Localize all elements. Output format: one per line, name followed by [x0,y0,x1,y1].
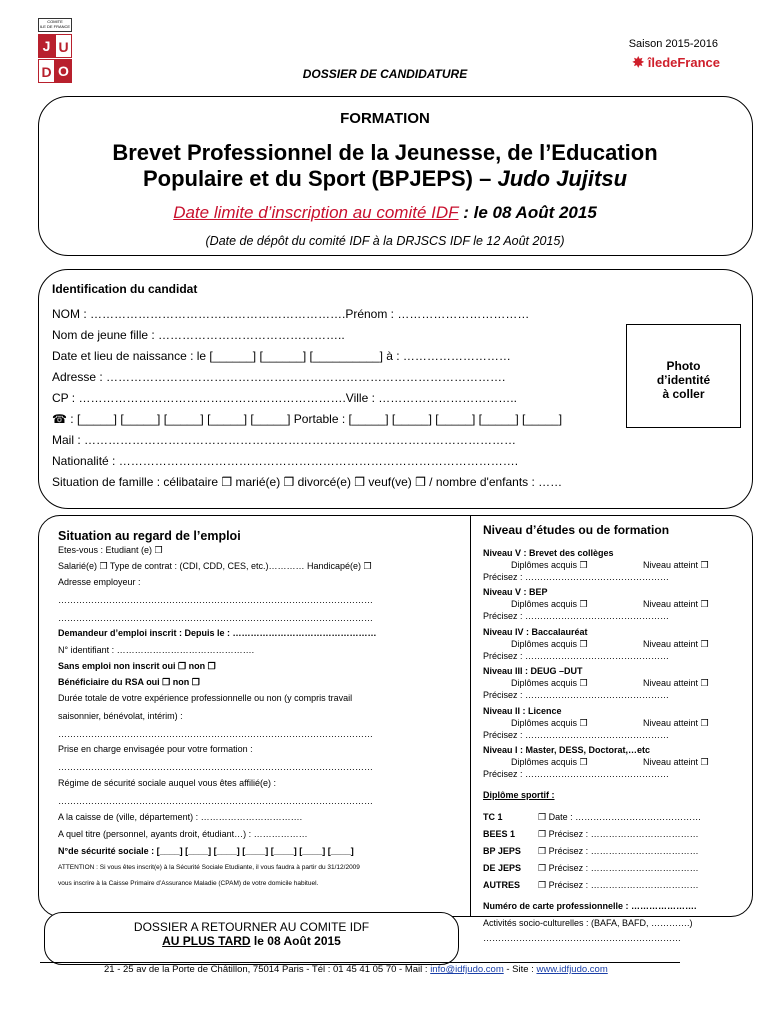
precisez-field[interactable]: Précisez : ………………………………………… [483,690,670,700]
activites-dots[interactable]: ………………………………………………………… [483,933,681,943]
date-limite-value: : le 08 Août 2015 [458,203,597,222]
jeune-fille-field[interactable]: Nom de jeune fille : ……………………………………….. [52,328,345,342]
niveau-atteint-checkbox[interactable]: Niveau atteint ❒ [643,599,709,609]
emploi-attention-2: vous inscrire à la Caisse Primaire d’Assurance Maladie (CPAM) de votre domicile habituel. [58,880,319,887]
column-divider [470,515,471,917]
emploi-rsa[interactable]: Bénéficiaire du RSA oui ❒ non ❒ [58,677,200,687]
emploi-dots[interactable]: …………………………………………………………………………………………… [58,729,373,739]
title-line-part: Populaire et du Sport (BPJEPS) – [142,166,498,191]
logo-letter: U [55,34,72,58]
emploi-dots[interactable]: …………………………………………………………………………………………… [58,796,373,806]
precisez-field[interactable]: Précisez : ………………………………………… [483,730,670,740]
date-depot: (Date de dépôt du comité IDF à la DRJSCS IDF le 12 Août 2015) [205,234,565,248]
footer-site-link[interactable]: www.idfjudo.com [536,964,608,975]
photo-label: d’identité [656,373,711,387]
niveau-title: Niveau II : Licence [483,706,562,716]
situation-famille-field[interactable]: Situation de famille : célibataire ❒ marié(e) ❒ divorcé(e) ❒ veuf(ve) ❒ / nombre d'enfants : …… [52,475,563,489]
photo-label: à coller [662,387,705,401]
sportif-diploma-label: DE JEPS [483,863,522,873]
sportif-diploma-label: TC 1 [483,812,503,822]
retour-deadline-label: AU PLUS TARD [162,934,251,948]
emploi-numero-secu[interactable]: N°de sécurité sociale : [____] [____] [____] [____] [____] [____] [____] [58,846,354,856]
naissance-field[interactable]: Date et lieu de naissance : le [______] [______] [__________] à : ……………………… [52,349,511,363]
precisez-field[interactable]: Précisez : ………………………………………… [483,769,670,779]
emploi-sans-emploi[interactable]: Sans emploi non inscrit oui ❒ non ❒ [58,661,216,671]
retour-line: DOSSIER A RETOURNER AU COMITE IDF [133,920,370,934]
activites-field[interactable]: Activités socio-culturelles : (BAFA, BAFD, ………….) [483,918,693,928]
niveau-atteint-checkbox[interactable]: Niveau atteint ❒ [643,718,709,728]
precisez-field[interactable]: Précisez : ………………………………………… [483,651,670,661]
sportif-diploma-label: BEES 1 [483,829,516,839]
retour-line [44,934,459,948]
nationalite-field[interactable]: Nationalité : ………………………………………………………………………………………. [52,454,519,468]
logo-line: ILE DE FRANCE [39,24,71,29]
emploi-experience-2: saisonnier, bénévolat, intérim) : [58,711,183,721]
niveau-title: Niveau V : BEP [483,587,548,597]
diplome-acquis-checkbox[interactable]: Diplômes acquis ❒ [511,718,588,728]
photo-label: Photo [666,359,701,373]
carte-pro-field[interactable]: Numéro de carte professionnelle : …………………. [483,901,697,911]
precisez-field[interactable]: Précisez : ………………………………………… [483,572,670,582]
emploi-dots[interactable]: …………………………………………………………………………………………… [58,762,373,772]
precisez-field[interactable]: Précisez : ………………………………………… [483,611,670,621]
emploi-identifiant[interactable]: N° identifiant : ………………………………………. [58,645,255,655]
footer-divider [40,962,680,963]
niveau-title: Niveau IV : Baccalauréat [483,627,588,637]
mail-field[interactable]: Mail : ……………………………………………………………………………………………… [52,433,517,447]
region-logo-text: îledeFrance [647,55,720,70]
emploi-demandeur[interactable]: Demandeur d’emploi inscrit : Depuis le : ………………………………………… [58,628,377,638]
emploi-securite-sociale: Régime de sécurité sociale auquel vous êtes affilié(e) : [58,778,276,788]
sportif-diploma-field[interactable]: ❒ Date : …………………………………… [538,812,702,822]
diplome-acquis-checkbox[interactable]: Diplômes acquis ❒ [511,560,588,570]
identification-heading: Identification du candidat [52,282,198,296]
cp-ville-field[interactable]: CP : ………………………………………………………….Ville : …………………………….. [52,391,517,405]
formation-label: FORMATION [340,110,430,127]
emploi-dots[interactable]: …………………………………………………………………………………………… [58,595,373,605]
emploi-experience: Durée totale de votre expérience professionnelle ou non (y compris travail [58,693,353,703]
niveau-atteint-checkbox[interactable]: Niveau atteint ❒ [643,678,709,688]
footer-mail-link[interactable]: info@idfjudo.com [430,964,504,975]
footer-address-text: 21 - 25 av de la Porte de Châtillon, 75014 Paris - Tél : 01 45 41 05 70 - Mail : [104,964,431,975]
diplome-acquis-checkbox[interactable]: Diplômes acquis ❒ [511,599,588,609]
title-discipline: Judo Jujitsu [497,166,628,191]
sportif-diploma-label: BP JEPS [483,846,521,856]
logo-letter: O [55,59,72,83]
niveau-atteint-checkbox[interactable]: Niveau atteint ❒ [643,757,709,767]
date-limite-label: Date limite d’inscription au comité IDF [173,203,459,222]
niveau-title: Niveau III : DEUG –DUT [483,666,583,676]
sportif-heading: Diplôme sportif : [483,790,555,800]
title-line [0,166,770,192]
photo-placeholder [626,324,741,428]
footer-site-label: - Site : [503,964,537,975]
emploi-heading: Situation au regard de l’emploi [58,529,241,543]
sportif-diploma-field[interactable]: ❒ Précisez : ……………………………… [538,846,699,856]
retour-text [44,920,459,948]
nom-field[interactable]: NOM : ……………………………………………………….Prénom : …………………………… [52,307,530,321]
star-icon: ✸ [632,54,645,70]
niveau-atteint-checkbox[interactable]: Niveau atteint ❒ [643,560,709,570]
logo-letter: D [38,59,55,83]
logo-letter: J [38,34,55,58]
sportif-diploma-field[interactable]: ❒ Précisez : ……………………………… [538,829,699,839]
emploi-adresse-label: Adresse employeur : [58,577,141,587]
emploi-salarie[interactable]: Salarié(e) ❒ Type de contrat : (CDI, CDD, CES, etc.)………… Handicapé(e) ❒ [58,561,372,571]
telephone-field[interactable]: ☎ : [_____] [_____] [_____] [_____] [_____] Portable : [_____] [_____] [_____] [_____] [_____] [52,412,563,426]
niveau-atteint-checkbox[interactable]: Niveau atteint ❒ [643,639,709,649]
niveau-title: Niveau V : Brevet des collèges [483,548,614,558]
diplome-acquis-checkbox[interactable]: Diplômes acquis ❒ [511,757,588,767]
footer-address [104,964,608,975]
title-line: Brevet Professionnel de la Jeunesse, de l’Education [112,140,658,165]
logo-line: COMITE [47,19,63,24]
niveau-title: Niveau I : Master, DESS, Doctorat,…etc [483,745,651,755]
emploi-caisse[interactable]: A la caisse de (ville, département) : ……………………………. [58,812,303,822]
date-limite [0,203,770,223]
retour-deadline-date: le 08 Août 2015 [250,934,341,948]
logo-top [38,18,72,32]
diplome-acquis-checkbox[interactable]: Diplômes acquis ❒ [511,678,588,688]
diplome-acquis-checkbox[interactable]: Diplômes acquis ❒ [511,639,588,649]
saison-label: Saison 2015-2016 [628,38,718,50]
emploi-etudiant[interactable]: Etes-vous : Etudiant (e) ❒ [58,545,163,555]
etudes-heading: Niveau d’études ou de formation [483,523,670,537]
formation-title [0,140,770,192]
dossier-title: DOSSIER DE CANDIDATURE [302,67,468,81]
sportif-diploma-label: AUTRES [483,880,521,890]
emploi-titre[interactable]: A quel titre (personnel, ayants droit, étudiant…) : ……………… [58,829,308,839]
sportif-diploma-field[interactable]: ❒ Précisez : ……………………………… [538,863,699,873]
adresse-field[interactable]: Adresse : ………………………………………………………………………………………. [52,370,506,384]
emploi-prise-en-charge: Prise en charge envisagée pour votre formation : [58,744,253,754]
emploi-attention: ATTENTION : Si vous êtes inscrit(e) à la Sécurité Sociale Etudiante, il vous faudra à partir du 31/12/2009 [58,864,360,871]
sportif-diploma-field[interactable]: ❒ Précisez : ……………………………… [538,880,699,890]
emploi-dots[interactable]: …………………………………………………………………………………………… [58,613,373,623]
